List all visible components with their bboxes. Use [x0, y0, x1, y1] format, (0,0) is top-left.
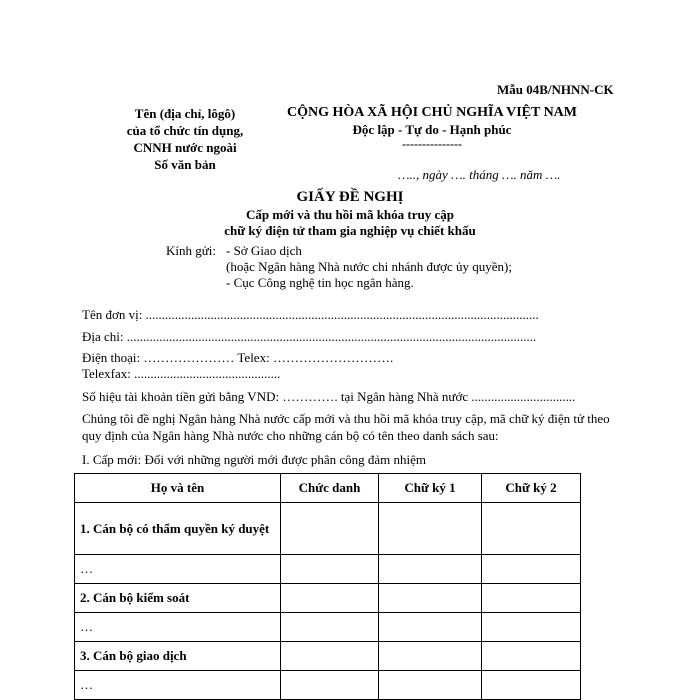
signature-table: [74, 473, 581, 700]
title-sub-1: Cấp mới và thu hồi mã khóa truy cập: [245, 207, 454, 222]
header-ho-va-ten: Họ và tên: [75, 474, 281, 503]
table-row: [75, 555, 581, 584]
row-placeholder: …: [75, 555, 281, 584]
national-header: [282, 103, 582, 150]
row-placeholder: …: [75, 671, 281, 700]
table-header-row: [75, 474, 581, 503]
header-chuc-danh: Chức danh: [281, 474, 379, 503]
row-placeholder: …: [75, 613, 281, 642]
form-code: Mẫu 04B/NHNN-CK: [497, 82, 614, 97]
table-row: [75, 584, 581, 613]
cell-chu-ky-1[interactable]: [379, 555, 482, 584]
title-sub-2: chữ ký điện tử tham gia nghiệp vụ chiết khấu: [224, 223, 476, 238]
cell-chuc-danh[interactable]: [281, 671, 379, 700]
cell-chuc-danh[interactable]: [281, 642, 379, 671]
table-row: [75, 642, 581, 671]
role-teller: 3. Cán bộ giao dịch: [75, 642, 281, 671]
recipient-item: (hoặc Ngân hàng Nhà nước chi nhánh được ủy quyền);: [226, 259, 512, 274]
table-row: [75, 613, 581, 642]
cell-chu-ky-2[interactable]: [482, 642, 581, 671]
cell-chu-ky-2[interactable]: [482, 613, 581, 642]
sender-block: [105, 105, 265, 173]
role-controller: 2. Cán bộ kiểm soát: [75, 584, 281, 613]
cell-chuc-danh[interactable]: [281, 503, 379, 555]
cell-chuc-danh[interactable]: [281, 613, 379, 642]
table-row: [75, 671, 581, 700]
recipients-label: Kính gửi:: [166, 243, 217, 258]
table-row: [75, 503, 581, 555]
cell-chu-ky-2[interactable]: [482, 584, 581, 613]
field-dia-chi: Địa chỉ: ..............................................................................................................................: [82, 329, 537, 344]
cell-chu-ky-2[interactable]: [482, 671, 581, 700]
cell-chu-ky-2[interactable]: [482, 503, 581, 555]
cell-chu-ky-1[interactable]: [379, 613, 482, 642]
country-name: CỘNG HÒA XÃ HỘI CHỦ NGHĨA VIỆT NAM: [286, 105, 577, 120]
sender-line: Tên (địa chỉ, lôgô): [134, 106, 236, 121]
cell-chuc-danh[interactable]: [281, 584, 379, 613]
cell-chu-ky-1[interactable]: [379, 642, 482, 671]
header-chu-ky-1: Chữ ký 1: [379, 474, 482, 503]
sender-line: CNNH nước ngoài: [133, 140, 237, 155]
field-so-hieu-tai-khoan: Số hiệu tài khoản tiền gửi bằng VND: …………. tại Ngân hàng Nhà nước ................................: [82, 389, 576, 404]
recipient-item: - Sở Giao dịch: [226, 243, 302, 258]
cell-chu-ky-2[interactable]: [482, 555, 581, 584]
recipient-item: - Cục Công nghệ tin học ngân hàng.: [226, 275, 414, 290]
sender-line: của tổ chức tín dụng,: [126, 123, 244, 138]
request-paragraph: Chúng tôi đề nghị Ngân hàng Nhà nước cấp mới và thu hồi mã khóa truy cập, mã chữ ký điện tử theo quy định của Ngân hàng Nhà nước cho những cán bộ có tên theo danh sách sau:: [82, 411, 610, 443]
section-title: I. Cấp mới: Đối với những người mới được phân công đảm nhiệm: [82, 452, 426, 467]
cell-chu-ky-1[interactable]: [379, 503, 482, 555]
header-chu-ky-2: Chữ ký 2: [482, 474, 581, 503]
document-title: [160, 188, 540, 239]
sender-line: Số văn bản: [154, 157, 216, 172]
cell-chu-ky-1[interactable]: [379, 584, 482, 613]
date-line: ….., ngày …. tháng …. năm ….: [398, 167, 561, 182]
header-separator: ---------------: [402, 137, 462, 151]
field-telexfax: Telexfax: .............................................: [82, 366, 281, 381]
field-dien-thoai: Điện thoại: ………………… Telex: ……………………….: [82, 350, 394, 365]
role-approver: 1. Cán bộ có thẩm quyền ký duyệt: [75, 503, 281, 555]
cell-chuc-danh[interactable]: [281, 555, 379, 584]
field-ten-don-vi: Tên đơn vị: .........................................................................................................................: [82, 307, 539, 322]
motto: Độc lập - Tự do - Hạnh phúc: [352, 122, 512, 137]
title-main: GIẤY ĐỀ NGHỊ: [296, 189, 404, 205]
recipients: [166, 243, 512, 291]
cell-chu-ky-1[interactable]: [379, 671, 482, 700]
